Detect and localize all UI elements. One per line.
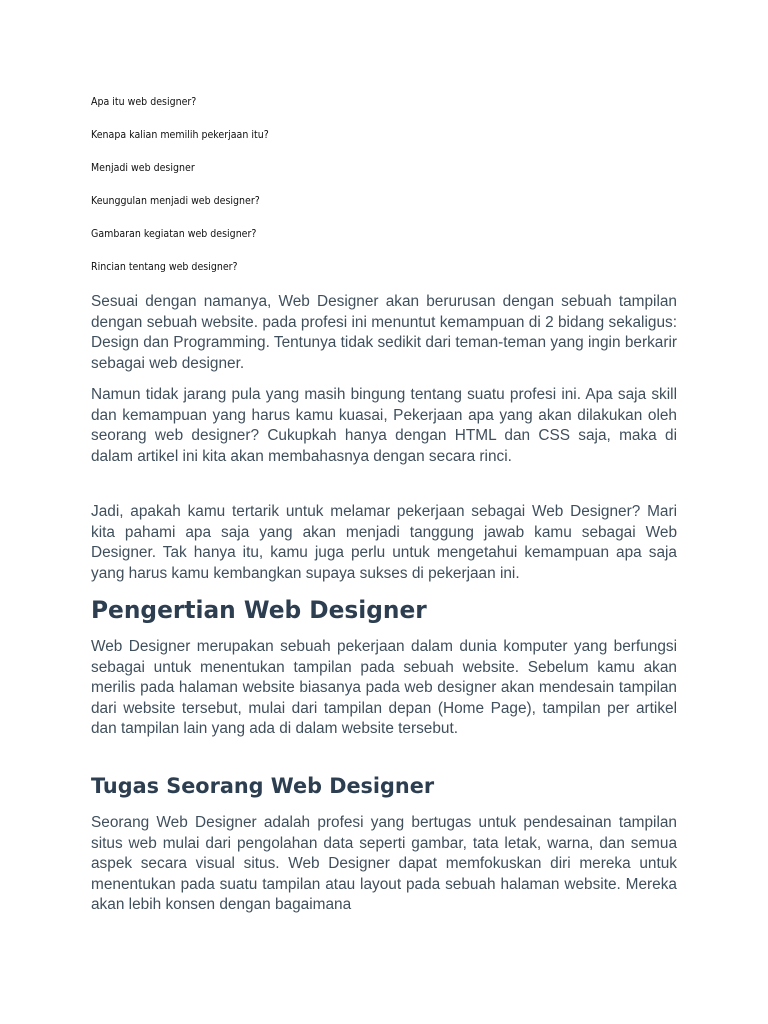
question-line: Keunggulan menjadi web designer?: [91, 194, 260, 207]
intro-paragraph: Jadi, apakah kamu tertarik untuk melamar pekerjaan sebagai Web Designer? Mari kita pahami apa saja yang akan menjadi tanggung jawab kamu sebagai Web Designer. Tak hanya itu, kamu juga perlu untuk mengetahui kemampuan apa saja yang harus kamu kembangkan supaya sukses di pekerjaan ini.: [91, 503, 677, 582]
section-body: Seorang Web Designer adalah profesi yang bertugas untuk pendesainan tampilan situs web mulai dari pengolahan data seperti gambar, tata letak, warna, dan semua aspek secara visual situs. Web Designer dapat memfokuskan diri mereka untuk menentukan pada suatu tampilan atau layout pada sebuah halaman website. Mereka akan lebih konsen dengan bagaimana: [91, 814, 677, 914]
intro-paragraph: Sesuai dengan namanya, Web Designer akan berurusan dengan sebuah tampilan dengan sebuah website. pada profesi ini menuntut kemampuan di 2 bidang sekaligus: Design dan Programming. Tentunya tidak sedikit dari teman-teman yang ingin berkarir sebagai web designer.: [91, 293, 677, 372]
question-line: Apa itu web designer?: [91, 95, 197, 108]
question-line: Kenapa kalian memilih pekerjaan itu?: [91, 128, 269, 141]
question-line: Gambaran kegiatan web designer?: [91, 227, 257, 240]
section-heading: Tugas Seorang Web Designer: [91, 774, 435, 798]
section-body: Web Designer merupakan sebuah pekerjaan dalam dunia komputer yang berfungsi sebagai untuk menentukan tampilan pada sebuah website. Sebelum kamu akan merilis pada halaman website biasanya pada web designer akan mendesain tampilan dari website tersebut, mulai dari tampilan depan (Home Page), tampilan per artikel dan tampilan lain yang ada di dalam website tersebut.: [91, 638, 677, 738]
intro-paragraph: Namun tidak jarang pula yang masih bingung tentang suatu profesi ini. Apa saja skill dan kemampuan yang harus kamu kuasai, Pekerjaan apa yang akan dilakukan oleh seorang web designer? Cukupkah hanya dengan HTML dan CSS saja, maka di dalam artikel ini kita akan membahasnya dengan secara rinci.: [91, 386, 677, 465]
question-line: Rincian tentang web designer?: [91, 260, 238, 273]
section-heading: Pengertian Web Designer: [91, 596, 427, 624]
question-line: Menjadi web designer: [91, 161, 195, 174]
